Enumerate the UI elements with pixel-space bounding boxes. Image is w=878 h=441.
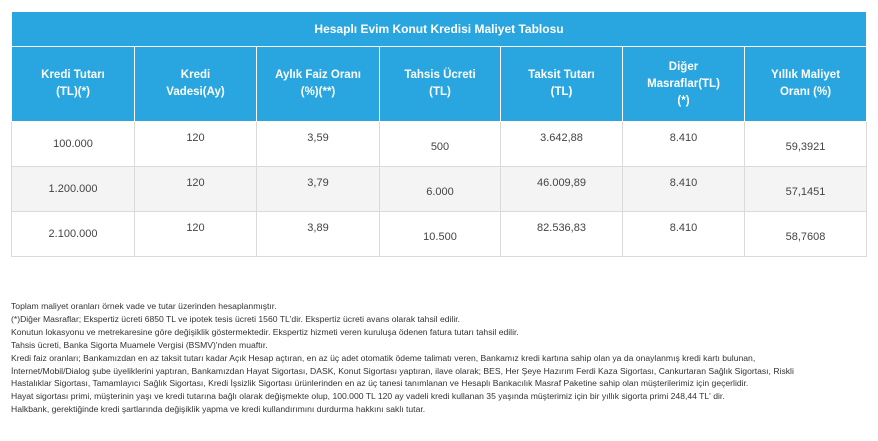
header-diger-masraflar: Diğer Masraflar(TL) (*) [623,47,745,122]
footnotes [11,300,871,416]
cell-aylik-faiz: 3,89 [257,212,380,257]
cell-diger-masraflar: 8.410 [623,212,745,257]
footnote: Toplam maliyet oranları örnek vade ve tutar üzerinden hesaplanmıştır. [11,301,277,311]
cell-diger-masraflar: 8.410 [623,122,745,167]
header-aylik-faiz: Aylık Faiz Oranı (%)(**) [257,47,380,122]
table-row [12,212,867,257]
cost-table-container [11,11,866,257]
header-taksit-tutari: Taksit Tutarı (TL) [501,47,623,122]
footnote: Hayat sigortası primi, müşterinin yaşı ve kredi tutarına bağlı olarak değişmekte olup, 100.000 TL 120 ay vadeli kredi kullanan 35 yaşında müşterimiz için bir yıllık sigorta primi 248,44 TL' dir. [11,391,725,402]
cell-kredi-tutari: 100.000 [12,122,135,167]
cell-taksit-tutari: 46.009,89 [501,167,623,212]
footnote: Hastalıklar Sigortası, Tamamlayıcı Sağlık Sigortası, Kredi İşsizlik Sigortası ürünlerinden en az üç tanesi tanımlanan ve Hesaplı Bankacılık Masraf Paketine sahip olan müşterilerimiz için geçerlidir. [11,378,749,389]
cell-kredi-vadesi: 120 [135,167,257,212]
cell-tahsis-ucreti: 500 [380,122,501,167]
footnote: Halkbank, gerektiğinde kredi şartlarında değişiklik yapma ve kredi kullandırımını durdurma hakkını saklı tutar. [11,404,426,415]
footnote: Kredi faiz oranları; Bankamızdan en az taksit tutarı kadar Açık Hesap açtıran, en az üç adet otomatik ödeme talimatı veren, Bankamız kredi kartına sahip olan ya da onaylanmış kredi kartı bulunan, [11,352,756,363]
footnote: İnternet/Mobil/Dialog şube üyeliklerini yaptıran, Bankamızdan Hayat Sigortası, DASK, Konut Sigortası yaptıran, ilave olarak; BES, Her Şeye Hazırım Ferdi Kaza Sigortası, Cankurtaran Sağlık Sigortası, Riskli [11,365,794,376]
cell-taksit-tutari: 82.536,83 [501,212,623,257]
cell-taksit-tutari: 3.642,88 [501,122,623,167]
cell-yillik-maliyet: 59,3921 [745,122,867,167]
cell-tahsis-ucreti: 10.500 [380,212,501,257]
header-yillik-maliyet: Yıllık Maliyet Oranı (%) [745,47,867,122]
header-kredi-vadesi: Kredi Vadesi(Ay) [135,47,257,122]
cell-kredi-tutari: 1.200.000 [12,167,135,212]
header-tahsis-ucreti: Tahsis Ücreti (TL) [380,47,501,122]
cell-aylik-faiz: 3,79 [257,167,380,212]
cell-kredi-tutari: 2.100.000 [12,212,135,257]
cell-kredi-vadesi: 120 [135,212,257,257]
cell-yillik-maliyet: 57,1451 [745,167,867,212]
table-row [12,167,867,212]
footnote: Konutun lokasyonu ve metrekaresine göre değişiklik göstermektedir. Ekspertiz hizmeti veren kuruluşa ödenen fatura tutarı tahsil edilir. [11,326,519,337]
footnote: Tahsis ücreti, Banka Sigorta Muamele Vergisi (BSMV)'nden muaftır. [11,339,268,350]
table-title: Hesaplı Evim Konut Kredisi Maliyet Tablosu [12,12,867,47]
cell-kredi-vadesi: 120 [135,122,257,167]
footnote: (*)Diğer Masraflar; Ekspertiz ücreti 6850 TL ve ipotek tesis ücreti 1560 TL'dir. Ekspertiz ücreti avans olarak tahsil edilir. [11,313,461,324]
cell-tahsis-ucreti: 6.000 [380,167,501,212]
cell-diger-masraflar: 8.410 [623,167,745,212]
cell-aylik-faiz: 3,59 [257,122,380,167]
header-kredi-tutari: Kredi Tutarı (TL)(*) [12,47,135,122]
header-row [12,47,867,122]
cost-table [11,11,867,257]
table-row [12,122,867,167]
cell-yillik-maliyet: 58,7608 [745,212,867,257]
